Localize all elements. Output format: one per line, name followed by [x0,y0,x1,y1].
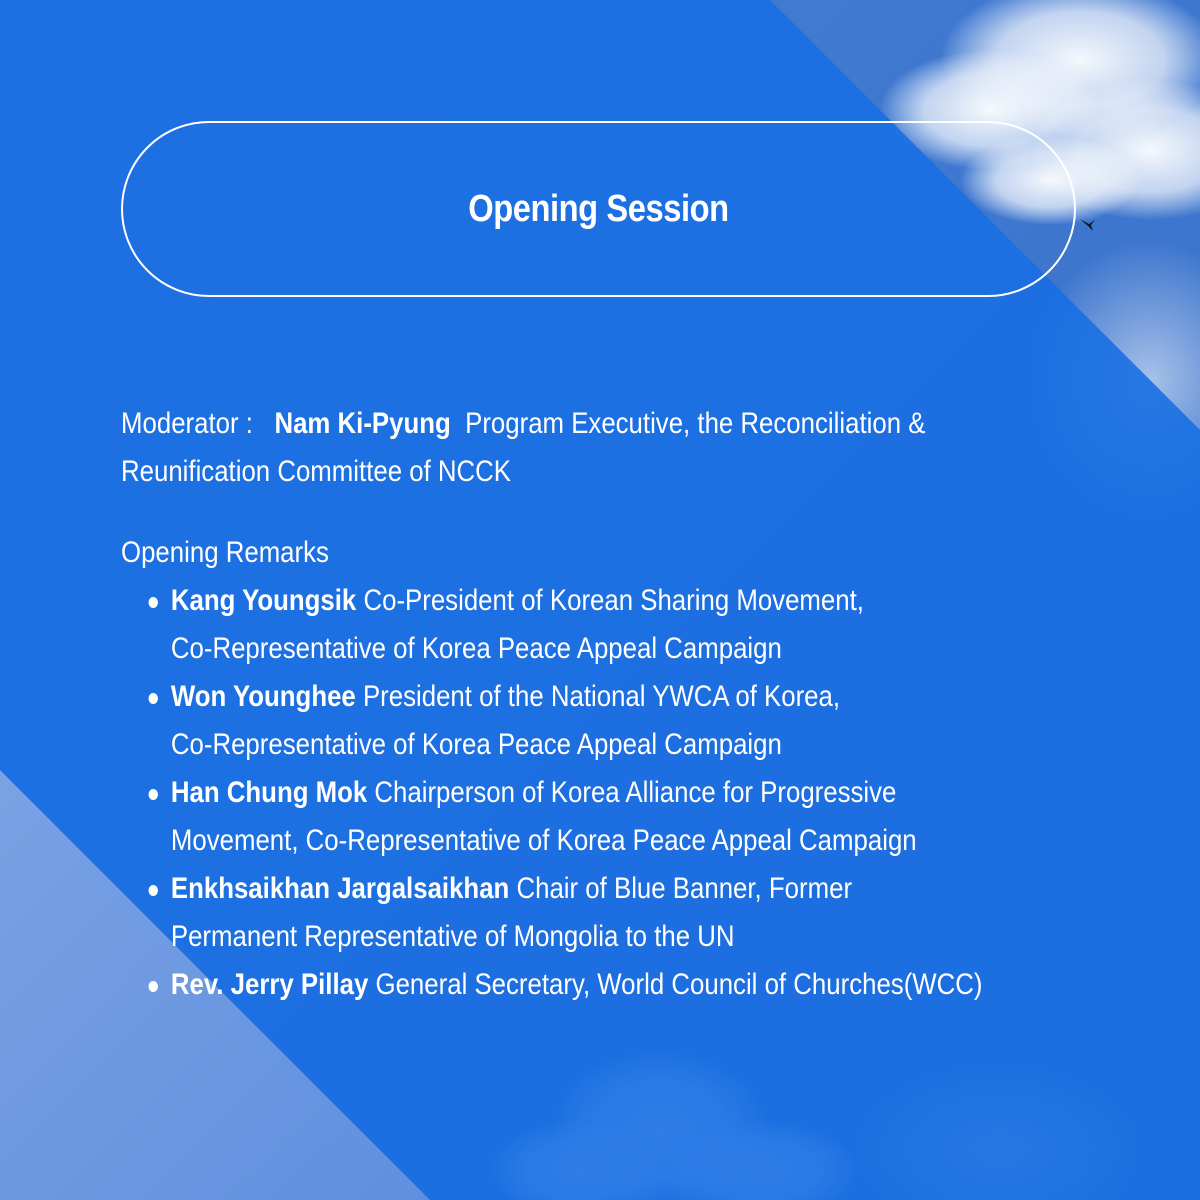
speaker-role-line1: Chair of Blue Banner, Former [516,872,853,905]
list-item [121,865,1168,961]
speaker-name: Rev. Jerry Pillay [170,968,369,1001]
list-item [121,961,1168,1009]
program-content [121,400,1121,1009]
speaker-role-line2: Permanent Representative of Mongolia to the UN [170,920,735,953]
speaker-role-line1: Co-President of Korean Sharing Movement, [363,584,864,617]
bullet-icon [149,981,158,992]
bullet-icon [149,597,158,608]
bird-icon [1079,216,1097,232]
speaker-name: Han Chung Mok [170,776,368,809]
speaker-name: Enkhsaikhan Jargalsaikhan [170,872,510,905]
moderator-role-line1: Program Executive, the Reconciliation & [465,407,926,440]
speaker-list [121,577,1121,1009]
speaker-role-line1: General Secretary, World Council of Churches(WCC) [375,968,983,1001]
title-pill [121,121,1076,297]
speaker-name: Won Younghee [170,680,356,713]
moderator-name: Nam Ki-Pyung [274,407,451,440]
speaker-role-line2: Co-Representative of Korea Peace Appeal Campaign [170,632,782,665]
speaker-role-line1: President of the National YWCA of Korea, [362,680,841,713]
moderator-label: Moderator : [121,407,253,440]
bullet-icon [149,693,158,704]
bullet-icon [149,789,158,800]
list-item [121,577,1168,673]
opening-remarks-heading: Opening Remarks [121,536,329,569]
moderator-block [121,400,1050,496]
speaker-role-line2: Movement, Co-Representative of Korea Peace Appeal Campaign [170,824,917,857]
list-item [121,673,1168,769]
speaker-role-line2: Co-Representative of Korea Peace Appeal Campaign [170,728,782,761]
speaker-role-line1: Chairperson of Korea Alliance for Progressive [374,776,897,809]
moderator-role-line2: Reunification Committee of NCCK [121,455,512,488]
list-item [121,769,1168,865]
speaker-name: Kang Youngsik [170,584,357,617]
session-title: Opening Session [468,187,729,230]
bullet-icon [149,885,158,896]
